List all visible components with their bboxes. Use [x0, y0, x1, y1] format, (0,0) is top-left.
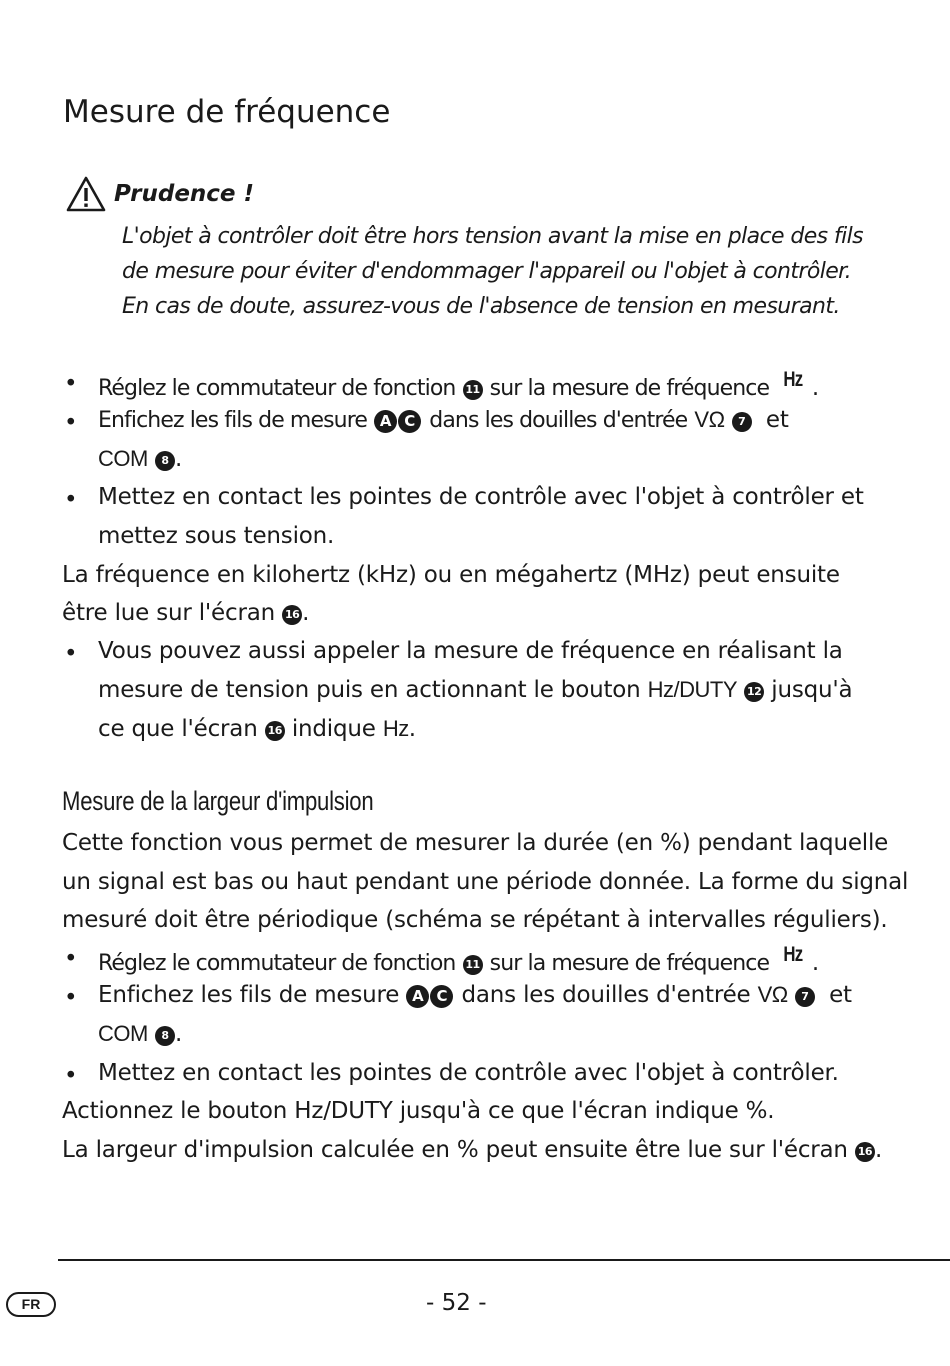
page-number: - 52 - — [426, 1290, 487, 1316]
freq-step-2: Enfichez les fils de mesure A C dans les douilles d'entrée VΩ 7 et — [98, 407, 789, 433]
hz-symbol: Hz — [783, 943, 803, 966]
bullet-marker: • — [64, 487, 78, 513]
pulse-step-3: Mettez en contact les pointes de contrôle avec l'objet à contrôler. — [98, 1060, 839, 1086]
caution-line-1: L'objet à contrôler doit être hors tension avant la mise en place des fils — [122, 224, 863, 249]
ref-11-icon: 11 — [463, 955, 483, 975]
pulse-step-2: Enfichez les fils de mesure A C dans les douilles d'entrée VΩ 7 et — [98, 982, 852, 1008]
freq-step-4-line-3: ce que l'écran 16 indique Hz. — [98, 716, 416, 742]
ref-a-icon: A — [374, 410, 397, 433]
ref-7-icon: 7 — [732, 412, 752, 432]
com-label: COM — [98, 1021, 148, 1046]
bullet-marker: • — [64, 641, 78, 667]
pulse-intro-line-3: mesuré doit être périodique (schéma se répétant à intervalles réguliers). — [62, 907, 888, 933]
ref-16-icon: 16 — [282, 605, 302, 625]
ref-11-icon: 11 — [463, 380, 483, 400]
freq-step-1: Réglez le commutateur de fonction 11 sur la mesure de fréquence Hz . — [98, 368, 820, 401]
bullet-marker: • — [64, 946, 78, 972]
bullet-marker: • — [64, 985, 78, 1011]
jack-label: VΩ — [757, 982, 788, 1007]
freq-step-3-line-2: mettez sous tension. — [98, 523, 335, 549]
caution-header — [66, 176, 254, 212]
ref-8-icon: 8 — [155, 1026, 175, 1046]
caution-line-2: de mesure pour éviter d'endommager l'appareil ou l'objet à contrôler. — [122, 259, 851, 284]
page-title: Mesure de fréquence — [63, 94, 391, 130]
freq-para-line-1: La fréquence en kilohertz (kHz) ou en mégahertz (MHz) peut ensuite — [62, 562, 840, 588]
hz-symbol: Hz — [783, 368, 803, 391]
ref-16-icon: 16 — [265, 721, 285, 741]
ref-c-icon: C — [398, 410, 421, 433]
bullet-marker: • — [64, 410, 78, 436]
ref-c-icon: C — [430, 985, 453, 1008]
pulse-line-5: La largeur d'impulsion calculée en % peut ensuite être lue sur l'écran 16 . — [62, 1137, 883, 1163]
footer-divider — [58, 1259, 950, 1261]
hz-duty-label: Hz/DUTY — [647, 677, 738, 702]
pulse-line-4: Actionnez le bouton Hz/DUTY jusqu'à ce que l'écran indique %. — [62, 1098, 775, 1124]
freq-para-line-2: être lue sur l'écran 16 . — [62, 600, 310, 626]
ref-12-icon: 12 — [744, 682, 764, 702]
com-label: COM — [98, 446, 148, 471]
pulse-intro-line-2: un signal est bas ou haut pendant une période donnée. La forme du signal — [62, 869, 909, 895]
freq-step-4-line-1: Vous pouvez aussi appeler la mesure de fréquence en réalisant la — [98, 638, 843, 664]
section-heading: Mesure de la largeur d'impulsion — [62, 786, 374, 816]
pulse-step-1: Réglez le commutateur de fonction 11 sur la mesure de fréquence Hz . — [98, 943, 820, 976]
bullet-marker: • — [64, 371, 78, 397]
ref-16-icon: 16 — [855, 1142, 875, 1162]
freq-step-3-line-1: Mettez en contact les pointes de contrôle avec l'objet à contrôler et — [98, 484, 864, 510]
ref-8-icon: 8 — [155, 451, 175, 471]
ref-7-icon: 7 — [795, 987, 815, 1007]
language-badge: FR — [6, 1292, 56, 1317]
warning-triangle-icon — [66, 176, 106, 212]
ref-a-icon: A — [406, 985, 429, 1008]
caution-label: Prudence ! — [114, 181, 255, 207]
caution-line-3: En cas de doute, assurez-vous de l'absence de tension en mesurant. — [122, 294, 840, 319]
freq-step-4-line-2: mesure de tension puis en actionnant le bouton Hz/DUTY 12 jusqu'à — [98, 677, 853, 703]
freq-step-2-cont: COM 8 . — [98, 446, 183, 472]
jack-label: VΩ — [694, 407, 725, 432]
pulse-step-2-cont: COM 8 . — [98, 1021, 183, 1047]
pulse-intro-line-1: Cette fonction vous permet de mesurer la durée (en %) pendant laquelle — [62, 830, 889, 856]
bullet-marker: • — [64, 1063, 78, 1089]
